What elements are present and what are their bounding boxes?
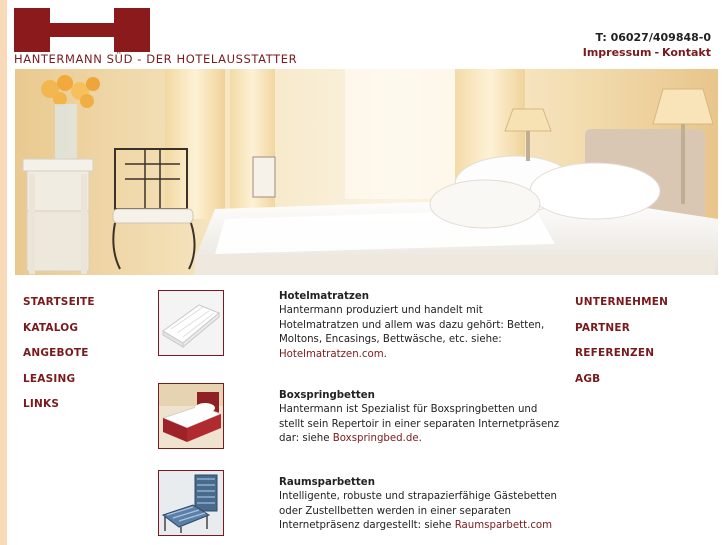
top-links	[583, 46, 711, 59]
entry-hotelmatratzen	[279, 290, 564, 362]
entry-text: Hantermann produziert und handelt mit Hotelmatratzen und allem was dazu gehört: Betten, Moltons, Encasings, Bettwäsche, etc. siehe:	[279, 305, 545, 346]
entry-title: Hotelmatratzen	[279, 291, 370, 302]
boxspringbed-link[interactable]: Boxspringbed.de	[332, 433, 419, 445]
phone-number: T: 06027/409848-0	[595, 31, 711, 44]
entry-boxspringbetten	[279, 389, 564, 447]
top-links-separator: -	[654, 46, 660, 59]
logo[interactable]	[14, 8, 344, 68]
entry-title: Raumsparbetten	[279, 477, 375, 488]
nav-item-angebote[interactable]: ANGEBOTE	[23, 347, 89, 360]
entry-text: Hantermann ist Spezialist für Boxspringbetten und stellt sein Repertoir in einer separaten Internetpräsenz dar: siehe	[279, 404, 560, 445]
hero-image-bedroom	[15, 69, 718, 275]
thumb-raumsparbetten[interactable]	[158, 470, 224, 536]
nav-item-referenzen[interactable]: REFERENZEN	[575, 347, 655, 360]
nav-right	[575, 296, 668, 398]
nav-item-unternehmen[interactable]: UNTERNEHMEN	[575, 296, 669, 308]
impressum-link[interactable]: Impressum	[582, 46, 652, 59]
nav-left	[23, 296, 95, 424]
entry-text: Intelligente, robuste und strapazierfähige Gästebetten oder Zustellbetten werden in einer separaten Internetpräsenz dargestellt: siehe	[279, 491, 558, 532]
nav-item-agb[interactable]: AGB	[575, 372, 601, 385]
raumsparbett-link[interactable]: Raumsparbett.com	[454, 520, 553, 532]
left-accent-bar	[0, 0, 7, 545]
nav-item-startseite[interactable]: STARTSEITE	[23, 296, 95, 308]
thumb-boxspringbetten[interactable]	[158, 383, 224, 449]
hotelmatratzen-link[interactable]: Hotelmatratzen.com	[279, 348, 384, 360]
entry-text-end: .	[418, 433, 422, 445]
entry-text-end: .	[383, 348, 387, 360]
nav-item-links[interactable]: LINKS	[23, 398, 60, 411]
nav-item-katalog[interactable]: KATALOG	[23, 321, 79, 334]
thumb-hotelmatratzen[interactable]	[158, 290, 224, 356]
entry-title: Boxspringbetten	[279, 390, 375, 401]
kontakt-link[interactable]: Kontakt	[662, 46, 711, 59]
logo-h-mark	[14, 8, 150, 52]
entry-raumsparbetten	[279, 476, 564, 534]
logo-text: HANTERMANN SÜD - DER HOTELAUSSTATTER	[14, 52, 298, 66]
nav-item-leasing[interactable]: LEASING	[23, 372, 76, 385]
nav-item-partner[interactable]: PARTNER	[575, 321, 631, 334]
